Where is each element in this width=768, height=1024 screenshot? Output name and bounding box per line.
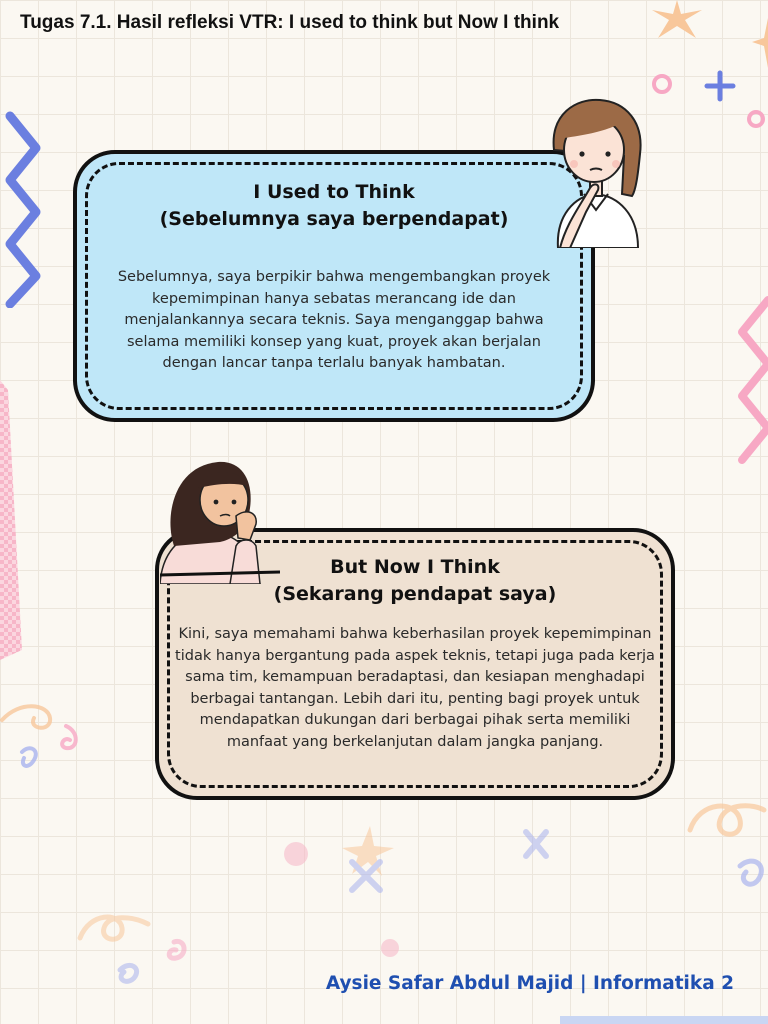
circle-decoration-right <box>745 108 767 130</box>
card-body-text: Kini, saya memahami bahwa keberhasilan proyek kepemimpinan tidak hanya bergantung pada aspek teknis, tetapi juga pada kerja sama tim, kemampuan beradaptasi, dan kesiapan menghadapi berbagai tantangan. Lebih dari itu, penting bagi proyek untuk mendapatkan dukungan dari berbagai pihak serta memiliki manfaat yang berkelanjutan dalam jangka panjang. <box>175 626 655 750</box>
checkered-ribbon-decoration <box>0 380 26 660</box>
page-title: Tugas 7.1. Hasil refleksi VTR: I used to think but Now I think <box>20 12 560 33</box>
zigzag-decoration-right <box>736 290 768 490</box>
zigzag-decoration-left <box>0 108 46 308</box>
thinking-girl-illustration <box>546 98 646 248</box>
star-decoration-top <box>646 0 708 40</box>
swirl-decoration-right <box>680 770 768 900</box>
card-heading-line2: (Sebelumnya saya berpendapat) <box>159 208 509 230</box>
card-heading-line2: (Sekarang pendapat saya) <box>273 583 557 605</box>
footer-author: Aysie Safar Abdul Majid | Informatika 2 <box>325 973 734 994</box>
bottom-edge-decoration <box>560 1012 768 1024</box>
card-heading-line1: I Used to Think <box>253 181 415 203</box>
plus-decoration-top <box>704 70 736 102</box>
confetti-decoration-bottom <box>70 820 590 990</box>
star-decoration-right <box>752 18 768 68</box>
card-heading-line1: But Now I Think <box>330 556 500 578</box>
card-heading <box>77 179 591 233</box>
swirl-decoration-left <box>0 690 90 780</box>
leaning-girl-illustration <box>160 458 280 584</box>
card-body-text: Sebelumnya, saya berpikir bahwa mengembangkan proyek kepemimpinan hanya sebatas merancang ide dan menjalankannya secara teknis. Saya menganggap bahwa selama memiliki konsep yang kuat, proyek akan berjalan dengan lancar tanpa terlalu banyak hambatan. <box>117 269 551 371</box>
card-i-used-to-think <box>73 150 595 422</box>
circle-decoration-top <box>650 72 674 96</box>
